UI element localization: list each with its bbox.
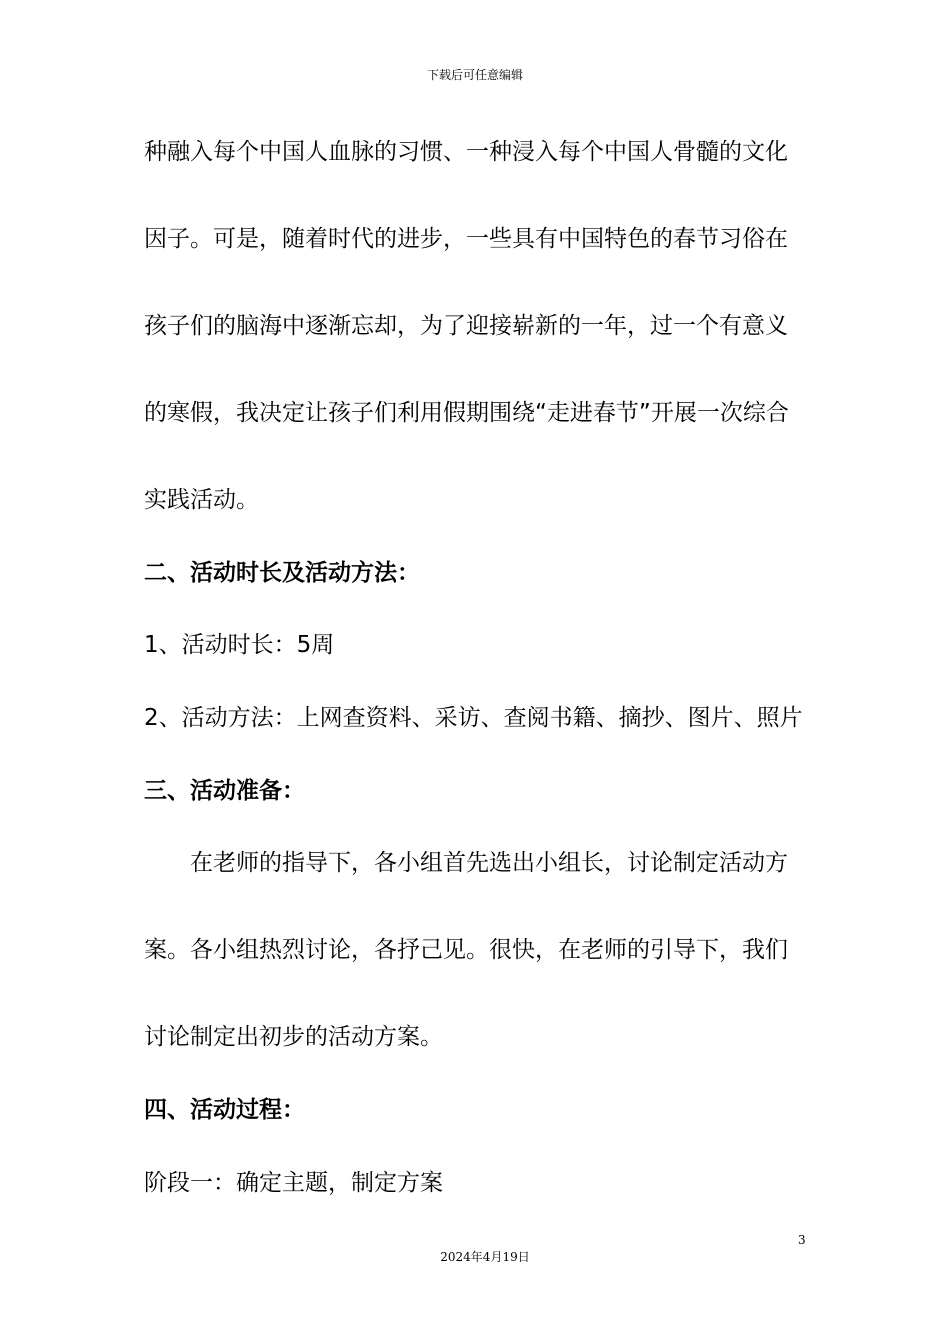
stage-line: 阶段一：确定主题，制定方案 [144, 1170, 443, 1196]
section-heading-2: 二、活动时长及活动方法： [144, 560, 420, 586]
section-heading-4: 四、活动过程： [144, 1097, 305, 1123]
paragraph-line: 案。各小组热烈讨论，各抒己见。很快，在老师的引导下，我们 [144, 937, 788, 963]
paragraph-line: 种融入每个中国人血脉的习惯、一种浸入每个中国人骨髓的文化 [144, 139, 788, 165]
list-item-duration: 1、活动时长：5周 [144, 632, 335, 658]
section-heading-3: 三、活动准备： [144, 778, 305, 804]
header-note: 下载后可任意编辑 [426, 68, 523, 82]
paragraph-line: 在老师的指导下，各小组首先选出小组长，讨论制定活动方 [190, 850, 788, 876]
list-item-methods: 2、活动方法：上网查资料、采访、查阅书籍、摘抄、图片、照片 [144, 705, 803, 731]
paragraph-line: 孩子们的脑海中逐渐忘却，为了迎接崭新的一年，过一个有意义 [144, 313, 788, 339]
paragraph-line: 的寒假，我决定让孩子们利用假期围绕“走进春节”开展一次综合 [144, 400, 789, 426]
footer-date: 2024年4月19日 [440, 1250, 530, 1264]
paragraph-line: 实践活动。 [144, 487, 259, 513]
paragraph-line: 讨论制定出初步的活动方案。 [144, 1024, 443, 1050]
paragraph-line: 因子。可是，随着时代的进步，一些具有中国特色的春节习俗在 [144, 226, 788, 252]
page-number: 3 [798, 1233, 806, 1247]
